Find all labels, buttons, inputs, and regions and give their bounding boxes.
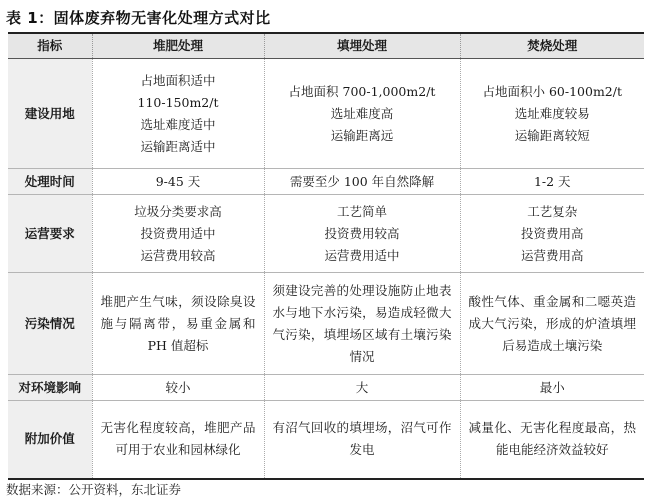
cell-time-landfill: 需要至少 100 年自然降解 [264, 169, 460, 195]
cell-time-compost: 9-45 天 [92, 169, 264, 195]
cell-line: 运输距离远 [330, 127, 394, 143]
table-row-env [8, 375, 644, 401]
cell-line: 选址难度适中 [140, 116, 216, 132]
cell-line: 投资费用高 [520, 225, 584, 241]
table-row-pollution [8, 273, 644, 375]
cell-env-incineration: 最小 [460, 375, 644, 401]
cell-line: 运输距离适中 [140, 138, 216, 154]
cell-line: 占地面积 700-1,000m2/t [288, 83, 436, 99]
table-row-land [8, 59, 644, 169]
cell-env-landfill: 大 [264, 375, 460, 401]
cell-ops-compost [92, 195, 264, 273]
cell-land-compost [92, 59, 264, 169]
cell-ops-incineration [460, 195, 644, 273]
cell-value-compost [92, 401, 264, 479]
cell-env-compost: 较小 [92, 375, 264, 401]
table-row-value [8, 401, 644, 479]
cell-text: 堆肥产生气味，须设除臭设施与隔离带，易重金属和 PH 值超标 [100, 293, 256, 353]
row-label-ops: 运营要求 [8, 195, 92, 273]
cell-text: 减量化、无害化程度最高，热能电能经济效益较好 [468, 420, 636, 458]
comparison-table [8, 32, 644, 480]
cell-land-landfill [264, 59, 460, 169]
table-header-row [8, 33, 644, 59]
cell-line: 工艺简单 [336, 203, 387, 219]
cell-line: 运营费用适中 [324, 247, 400, 263]
cell-line: 投资费用适中 [140, 225, 216, 241]
cell-line: 选址难度较易 [514, 105, 590, 121]
cell-value-landfill [264, 401, 460, 479]
cell-line: 垃圾分类要求高 [134, 203, 222, 219]
cell-value-incineration [460, 401, 644, 479]
cell-text: 无害化程度较高，堆肥产品可用于农业和园林绿化 [100, 420, 256, 458]
cell-pollution-landfill [264, 273, 460, 375]
table-title: 表 1：固体废弃物无害化处理方式对比 [6, 9, 271, 27]
cell-line: 运营费用较高 [140, 247, 216, 263]
cell-line: 工艺复杂 [527, 203, 578, 219]
cell-text: 有沼气回收的填埋场，沼气可作发电 [272, 420, 452, 458]
cell-text: 酸性气体、重金属和二噁英造成大气污染，形成的炉渣填埋后易造成土壤污染 [468, 293, 636, 353]
cell-line: 占地面积适中 [140, 72, 216, 88]
cell-time-incineration: 1-2 天 [460, 169, 644, 195]
cell-line: 运输距离较短 [514, 127, 590, 143]
cell-line: 占地面积小 60-100m2/t [482, 83, 622, 99]
row-label-time: 处理时间 [8, 169, 92, 195]
row-label-value: 附加价值 [8, 401, 92, 479]
cell-text: 须建设完善的处理设施防止地表水与地下水污染，易造成轻微大气污染，填埋场区域有土壤污染情况 [272, 282, 452, 364]
cell-pollution-incineration [460, 273, 644, 375]
table-row-ops [8, 195, 644, 273]
cell-line: 投资费用较高 [324, 225, 400, 241]
table-row-time [8, 169, 644, 195]
cell-line: 选址难度高 [330, 105, 394, 121]
row-label-land: 建设用地 [8, 59, 92, 169]
cell-land-incineration [460, 59, 644, 169]
cell-ops-landfill [264, 195, 460, 273]
header-landfill: 填埋处理 [264, 33, 460, 59]
row-label-env: 对环境影响 [8, 375, 92, 401]
header-incineration: 焚烧处理 [460, 33, 644, 59]
row-label-pollution: 污染情况 [8, 273, 92, 375]
cell-line: 运营费用高 [520, 247, 584, 263]
cell-line: 110-150m2/t [137, 94, 219, 110]
cell-pollution-compost [92, 273, 264, 375]
data-source-note: 数据来源：公开资料，东北证券 [6, 482, 182, 497]
header-indicator: 指标 [8, 33, 92, 59]
header-compost: 堆肥处理 [92, 33, 264, 59]
